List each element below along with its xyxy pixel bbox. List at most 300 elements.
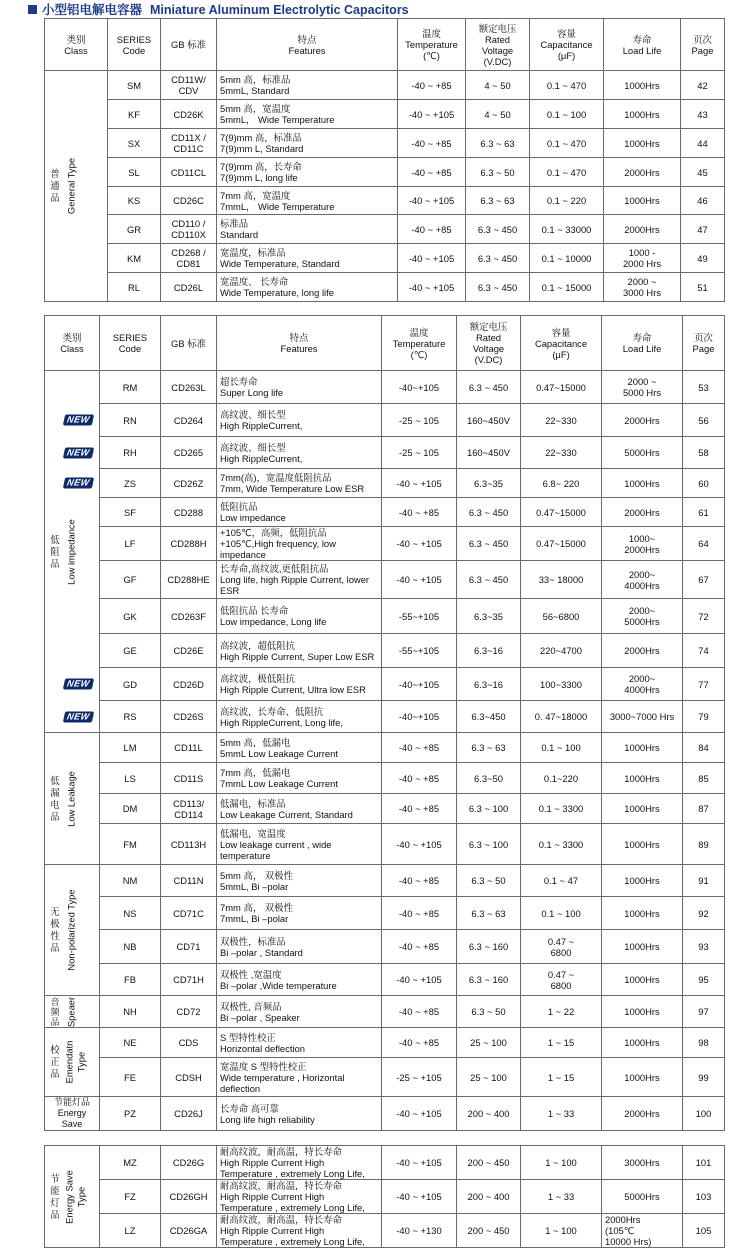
table-row [45, 469, 725, 498]
voltage: 6.3 ~ 450 [457, 371, 521, 404]
gb-code [161, 794, 217, 824]
temperature: -40 ~ +105 [382, 964, 457, 996]
cell-text: Voltage [472, 343, 505, 354]
page-number: 64 [683, 527, 725, 561]
cell-text: CD81 [176, 258, 201, 269]
features [217, 599, 382, 634]
cell-text: Type [75, 1051, 87, 1073]
capacitance: 0.1 ~ 100 [521, 733, 602, 763]
features [217, 273, 398, 302]
features [217, 1146, 382, 1180]
cell-text: Voltage [481, 44, 514, 56]
features [217, 371, 382, 404]
cell-text: Long life high reliability [220, 1113, 315, 1125]
capacitance: 0.1 ~ 470 [530, 71, 604, 100]
load-life: 1000Hrs [602, 897, 683, 930]
cell-text: Temperature , extremely Long Life, [220, 1236, 365, 1247]
load-life [602, 527, 683, 561]
capacitance: 0.47~15000 [521, 371, 602, 404]
table-row [45, 561, 725, 599]
series-code: SM [108, 71, 161, 100]
gb-code: CD26E [161, 634, 217, 668]
header-row [45, 316, 725, 371]
page-number: 47 [681, 215, 725, 244]
features [217, 733, 382, 763]
header-row [45, 19, 725, 71]
table-row [45, 215, 725, 244]
table-row [45, 371, 725, 404]
page-number: 91 [683, 865, 725, 897]
page-title [28, 2, 409, 18]
cell-text: 低漏电，宽温度 [220, 827, 286, 839]
series-code: PZ [100, 1097, 161, 1131]
cell-text: High Ripple Current High [220, 1191, 325, 1202]
table-row [45, 1214, 725, 1248]
cell-text: +105℃,High frequency, low impedance [220, 538, 336, 560]
col-page [681, 19, 725, 71]
cell-text: CD110X [171, 229, 206, 240]
temperature: -55~+105 [382, 634, 457, 668]
load-life: 1000Hrs [602, 865, 683, 897]
cell-text: 高纹波，极低阻抗 [220, 673, 296, 684]
capacitance: 1 ~ 33 [521, 1180, 602, 1214]
temperature: -40 ~ +85 [382, 1028, 457, 1058]
features [217, 794, 382, 824]
cell-text: 特点 [297, 33, 317, 45]
series-code: NB [100, 930, 161, 964]
series-code: FM [100, 824, 161, 865]
capacitance [521, 930, 602, 964]
capacitance: 1 ~ 100 [521, 1214, 602, 1248]
load-life: 1000Hrs [602, 824, 683, 865]
gb-code [161, 244, 217, 273]
cell-text: High Ripple Current, Super Low ESR [220, 650, 375, 662]
features [217, 71, 398, 100]
group-low-leakage [45, 733, 100, 865]
gb-code: CD288H [161, 527, 217, 561]
cell-text: 高纹波，超低阻抗 [220, 639, 296, 651]
temperature: -40 ~ +85 [382, 763, 457, 794]
table-row [45, 897, 725, 930]
cell-text: Class [60, 343, 84, 354]
cell-text: Low leakage current , wide temperature [220, 838, 332, 861]
load-life: 1000Hrs [602, 794, 683, 824]
cell-text: 寿命 [632, 33, 652, 45]
table-row [45, 273, 725, 302]
cell-text: 双极性 ,宽温度 [220, 968, 282, 980]
table-row [45, 824, 725, 865]
series-code: SF [100, 498, 161, 527]
temperature: -40 ~ +105 [398, 187, 466, 215]
capacitance: 1 ~ 15 [521, 1028, 602, 1058]
table-row [45, 1180, 725, 1214]
cell-text: 双极性, 音频品 [220, 1000, 282, 1012]
col-class [45, 316, 100, 371]
energy-save-table [44, 1145, 725, 1248]
cell-text: General Type [65, 157, 77, 215]
capacitance [521, 964, 602, 996]
cell-text: High Ripple Current, Ultra low ESR [220, 684, 366, 695]
page-number: 49 [681, 244, 725, 273]
col-gb [161, 19, 217, 71]
col-voltage [466, 19, 530, 71]
voltage: 200 ~ 400 [457, 1097, 521, 1131]
series-code [66, 668, 161, 701]
cell-text: 宽温度、 长寿命 [220, 276, 289, 287]
temperature: -40 ~ +85 [382, 930, 457, 964]
cell-text: 类别 [62, 332, 82, 343]
page-number: 77 [683, 668, 725, 701]
cell-text: Low impedance [220, 512, 286, 523]
cell-text: 页次 [694, 332, 713, 343]
series-code [100, 371, 161, 404]
page-number: 98 [683, 1028, 725, 1058]
cell-text: 类别 [66, 33, 86, 45]
load-life [604, 244, 681, 273]
series-code: KS [108, 187, 161, 215]
general-type-table [44, 18, 725, 302]
cell-text: 宽温度 S 型特性校正 [220, 1060, 307, 1072]
table-row [45, 1097, 725, 1131]
cell-text: Low Leakage [65, 770, 77, 827]
cell-text: SERIES [116, 33, 152, 45]
load-life: 5000Hrs [602, 1180, 683, 1214]
cell-text: 6800 [550, 979, 572, 991]
table-row [45, 1058, 725, 1097]
cell-text: 低漏电，标准品 [220, 797, 286, 809]
features [217, 437, 382, 469]
cell-text: 2000 ~ [627, 276, 657, 287]
page-number: 95 [683, 964, 725, 996]
series-code: MZ [100, 1146, 161, 1180]
cell-text: (V.DC) [474, 354, 503, 365]
col-temperature [382, 316, 457, 371]
cell-text: Standard [220, 229, 259, 240]
cell-text: CDV [178, 85, 199, 96]
load-life: 1000Hrs [602, 469, 683, 498]
cell-text: SERIES [112, 332, 148, 343]
series-code [66, 469, 161, 498]
cell-text: 2000 ~ [627, 376, 657, 387]
table-row [45, 187, 725, 215]
temperature: -40~+105 [382, 701, 457, 733]
new-badge: NEW [63, 415, 94, 426]
cell-text: CD114 [174, 808, 203, 820]
voltage: 6.3~450 [457, 701, 521, 733]
cell-text: 7mmL， Wide Temperature [220, 200, 335, 212]
cell-text: 双极性，标准品 [220, 935, 286, 947]
cell-text: 2000Hrs [624, 543, 660, 555]
cell-text: 5mm 高，宽温度 [220, 103, 291, 114]
cell-text: 5000Hrs [624, 616, 660, 627]
cell-text: 节能灯品 [53, 1097, 90, 1107]
cell-text: RN [123, 414, 137, 426]
load-life: 2000Hrs [604, 215, 681, 244]
voltage: 6.3 ~ 160 [457, 964, 521, 996]
gb-code: CD71H [161, 964, 217, 996]
cell-text: 额定电压 [469, 321, 508, 332]
cell-text: ZS [124, 477, 136, 489]
page-number: 44 [681, 129, 725, 158]
page-number: 61 [683, 498, 725, 527]
capacitance: 0.1 ~ 220 [530, 187, 604, 215]
page-number: 103 [683, 1180, 725, 1214]
load-life [602, 561, 683, 599]
cell-text: (V.DC) [483, 55, 512, 67]
cell-text: GB 标准 [171, 39, 206, 50]
cell-text: 超长寿命 [220, 376, 258, 387]
load-life: 2000Hrs [602, 1097, 683, 1131]
temperature: -40 ~ +105 [382, 1097, 457, 1131]
voltage: 160~450V [457, 437, 521, 469]
features [217, 158, 398, 187]
cell-text: Code [122, 44, 146, 56]
series-code: GF [100, 561, 161, 599]
group-speaker [45, 996, 100, 1028]
cell-text: Type [75, 1186, 87, 1207]
voltage: 6.3~16 [457, 668, 521, 701]
capacitance: 0.1 ~ 470 [530, 129, 604, 158]
load-life: 2000Hrs [602, 404, 683, 437]
gb-code [161, 215, 217, 244]
series-code: NM [100, 865, 161, 897]
col-series [100, 316, 161, 371]
series-code: GR [108, 215, 161, 244]
temperature: -40 ~ +85 [382, 897, 457, 930]
temperature: -40 ~ +85 [398, 215, 466, 244]
cell-text: 2000~ [628, 673, 656, 684]
page-number: 53 [683, 371, 725, 404]
table-row [45, 634, 725, 668]
temperature: -25 ~ 105 [382, 437, 457, 469]
temperature: -40 ~ +105 [382, 824, 457, 865]
gb-code: CD26D [161, 668, 217, 701]
cell-text: 7mm 高，宽温度 [220, 189, 291, 201]
gb-code: CD263F [161, 599, 217, 634]
table-row [45, 930, 725, 964]
gb-code [161, 129, 217, 158]
cell-text: 5mmL Low Leakage Current [220, 747, 338, 759]
load-life: 3000~7000 Hrs [602, 701, 683, 733]
capacitance: 0. 47~18000 [521, 701, 602, 733]
cell-text: (μF) [557, 50, 576, 61]
table-row [45, 158, 725, 187]
col-series [108, 19, 161, 71]
page-number: 84 [683, 733, 725, 763]
capacitance: 0.1 ~ 100 [530, 100, 604, 129]
voltage: 6.3 ~ 63 [466, 187, 530, 215]
load-life: 1000Hrs [604, 100, 681, 129]
col-features [217, 19, 398, 71]
col-capacitance [530, 19, 604, 71]
cell-text: 标准品 [220, 218, 249, 229]
gb-code: CDS [161, 1028, 217, 1058]
cell-text: CD11W/ [171, 74, 206, 85]
cell-text: Energy Save [57, 1108, 87, 1129]
series-code: FE [100, 1058, 161, 1097]
cell-text: 长寿命 高可靠 [220, 1102, 279, 1114]
cell-text: Capacitance [540, 39, 593, 50]
gb-code: CD26K [161, 100, 217, 129]
cell-text: 无极性品 [50, 906, 60, 953]
voltage: 6.3~35 [457, 599, 521, 634]
group-emendatn [45, 1028, 100, 1097]
cell-text: 1000~ [628, 532, 656, 544]
temperature: -40~+105 [382, 371, 457, 404]
voltage: 25 ~ 100 [457, 1058, 521, 1097]
capacitance: 33~ 18000 [521, 561, 602, 599]
gb-code: CD11N [161, 865, 217, 897]
gb-code: CD11CL [161, 158, 217, 187]
page-number: 74 [683, 634, 725, 668]
table-row [45, 71, 725, 100]
capacitance: 0.1 ~ 10000 [530, 244, 604, 273]
cell-text: (℃) [410, 348, 428, 360]
cell-text: 5mm 高，标准品 [220, 74, 291, 85]
features [217, 1214, 382, 1248]
page-number: 58 [683, 437, 725, 469]
cell-text: Wide temperature , Horizontal deflection [220, 1071, 345, 1094]
table-row [45, 437, 725, 469]
group-energy-save [45, 1097, 100, 1131]
gb-code: CD26S [161, 701, 217, 733]
table-row [45, 498, 725, 527]
voltage: 6.3 ~ 63 [457, 733, 521, 763]
features [217, 100, 398, 129]
cell-text: RS [123, 711, 137, 722]
gb-code: CD71C [161, 897, 217, 930]
voltage: 200 ~ 450 [457, 1146, 521, 1180]
cell-text: CD110 / [171, 218, 206, 229]
cell-text: 温度 [422, 28, 441, 39]
series-code [66, 404, 161, 437]
capacitance: 0.1 ~ 33000 [530, 215, 604, 244]
voltage: 6.3 ~ 100 [457, 794, 521, 824]
voltage: 6.3 ~ 450 [457, 498, 521, 527]
temperature: -40 ~ +105 [382, 561, 457, 599]
cell-text: 2000~ [628, 568, 656, 580]
new-badge: NEW [63, 478, 94, 489]
cell-text: Super Long life [220, 387, 284, 398]
page-number: 100 [683, 1097, 725, 1131]
voltage: 200 ~ 450 [457, 1214, 521, 1248]
load-life [602, 371, 683, 404]
cell-text: 页次 [693, 33, 712, 45]
title-en: Miniature Aluminum Electrolytic Capacitors [150, 3, 409, 17]
cell-text: Wide Temperature, Standard [220, 258, 340, 269]
gb-code: CD263L [161, 371, 217, 404]
features [217, 1180, 382, 1214]
load-life [602, 599, 683, 634]
cell-text: 7mmL, Bi –polar [220, 913, 289, 924]
gb-code: CD288 [161, 498, 217, 527]
page-number: 51 [681, 273, 725, 302]
series-code: GE [100, 634, 161, 668]
page-number: 79 [683, 701, 725, 733]
gb-code: CD26J [161, 1097, 217, 1131]
load-life: 5000Hrs [602, 437, 683, 469]
cell-text: 4000Hrs [624, 684, 660, 695]
series-code: NH [100, 996, 161, 1028]
temperature: -40 ~ +85 [398, 158, 466, 187]
temperature: -40 ~ +85 [382, 996, 457, 1028]
cell-text: 低阻抗品 [220, 501, 258, 512]
voltage: 160~450V [457, 404, 521, 437]
gb-code: CD26Z [161, 469, 217, 498]
cell-text: +105℃，高频，低阻抗品 [220, 527, 327, 538]
load-life: 1000Hrs [602, 964, 683, 996]
gb-code: CD265 [161, 437, 217, 469]
capacitance: 6.8~ 220 [521, 469, 602, 498]
features [217, 187, 398, 215]
series-code: NS [100, 897, 161, 930]
voltage: 6.3 ~ 160 [457, 930, 521, 964]
features [217, 763, 382, 794]
temperature: -40 ~ +105 [382, 1146, 457, 1180]
cell-text: Low impedance, Long life [220, 616, 327, 627]
cell-text: Temperature [392, 337, 446, 349]
cell-text: 温度 [409, 326, 429, 338]
series-code: SL [108, 158, 161, 187]
cell-text: 7mm 高，低漏电 [220, 767, 291, 778]
features [217, 930, 382, 964]
series-code: FZ [100, 1180, 161, 1214]
temperature: -40 ~ +105 [382, 527, 457, 561]
cell-text: 7(9)mm 高，长寿命 [220, 161, 302, 172]
features [217, 668, 382, 701]
gb-code: CD11L [161, 733, 217, 763]
load-life: 1000Hrs [602, 1028, 683, 1058]
page-number: 45 [681, 158, 725, 187]
cell-text: Rated [484, 33, 511, 45]
capacitance: 0.1 ~ 3300 [521, 794, 602, 824]
cell-text: Load Life [622, 343, 662, 354]
temperature: -40 ~ +85 [382, 865, 457, 897]
capacitance: 0.1~220 [521, 763, 602, 794]
col-features [217, 316, 382, 371]
cell-text: 1000Hrs [624, 79, 660, 91]
voltage: 200 ~ 400 [457, 1180, 521, 1214]
cell-text: Wide Temperature, long life [220, 287, 334, 298]
cell-text: 7mm(高)，宽温度低阻抗品 [220, 472, 332, 483]
group-energy-save-type [45, 1146, 100, 1248]
col-capacitance [521, 316, 602, 371]
voltage: 25 ~ 100 [457, 1028, 521, 1058]
cell-text: Load Life [622, 44, 662, 56]
cell-text: 节能灯品 [50, 1172, 60, 1220]
cell-text: 特点 [289, 332, 309, 343]
voltage: 6.3~16 [457, 634, 521, 668]
cell-text: Emendatn [63, 1040, 75, 1084]
cell-text: High RippleCurrent, [220, 452, 303, 464]
capacitance: 56~6800 [521, 599, 602, 634]
load-life: 1000Hrs [602, 733, 683, 763]
temperature: -40 ~ +105 [398, 100, 466, 129]
table-row [45, 996, 725, 1028]
cell-text: 宽温度，标准品 [220, 247, 286, 258]
cell-text: 低阻抗品 长寿命 [220, 605, 289, 616]
page-number: 67 [683, 561, 725, 599]
features [217, 964, 382, 996]
series-code: SX [108, 129, 161, 158]
col-class [45, 19, 108, 71]
temperature: -40 ~ +105 [398, 244, 466, 273]
cell-text: 2000 Hrs [622, 258, 662, 269]
page-number: 46 [681, 187, 725, 215]
cell-text: 低漏电品 [50, 774, 60, 822]
load-life: 1000Hrs [602, 1058, 683, 1097]
table-row [45, 100, 725, 129]
